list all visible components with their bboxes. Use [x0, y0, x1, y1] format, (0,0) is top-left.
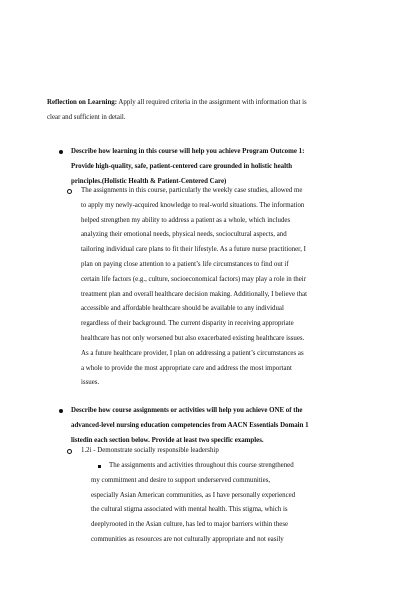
section1-prompt-line: Describe how learning in this course will help you achieve Program Outcome 1: [71, 148, 305, 155]
section1-bullet [59, 150, 63, 154]
section1-answer-bullet [67, 189, 72, 194]
reflection-line-2: clear and sufficient in detail. [47, 113, 126, 121]
section2-prompt-line: listedin each section below. Provide at least two specific examples. [71, 436, 264, 444]
section1-answer-line: helped strengthen my ability to address a patient as a whole, which includes [81, 216, 291, 224]
section2-answer-line: The assignments and activities throughout this course strengthened [109, 462, 294, 469]
section1-prompt-line: Provide high-quality, safe, patient-centered care grounded in holistic health [71, 162, 293, 170]
section1-prompt [71, 145, 367, 189]
section2-prompt [71, 404, 367, 448]
section2-answer-line: communities as resources are not culturally appropriate and not easily [91, 535, 284, 543]
section2-answer-line: my commitment and desire to support underserved communities, [91, 476, 271, 484]
section1-answer-line: As a future healthcare provider, I plan on addressing a patient’s circumstances as [81, 349, 304, 357]
reflection-line-1 [47, 96, 367, 111]
section1-answer-line: treatment plan and overall healthcare decision making. Additionally, I believe that [81, 290, 308, 298]
section1-answer-line: accessible and affordable healthcare should be available to any individual [81, 305, 284, 313]
section2-bullet [59, 409, 63, 413]
section1-answer-line: tailoring individual care plans to fit their lifestyle. As a future nurse practitioner, I [81, 246, 306, 254]
section2-answer-line: deeplyrooted in the Asian culture, has led to major barriers within these [91, 521, 289, 529]
section2-competency-text: 1.2i - Demonstrate socially responsible leadership [81, 447, 219, 454]
section2-answer [91, 459, 367, 548]
section1-answer-line: certain life factors (e.g., culture, socioeconomical factors) may play a role in their [81, 275, 306, 283]
section2-prompt-line: advanced-level nursing education competencies from AACN Essentials Domain 1 [71, 421, 309, 429]
section1-answer-line: a whole to provide the most appropriate care and address the most important [81, 364, 292, 372]
reflection-instruction: Apply all required criteria in the assignment with information that is [118, 99, 307, 106]
section1-answer-line: issues. [81, 379, 100, 387]
section2-prompt-line: Describe how course assignments or activities will help you achieve ONE of the [71, 407, 303, 414]
section1-answer-line: The assignments in this course, particularly the weekly case studies, allowed me [81, 187, 303, 194]
section1-answer-line: plan on paying close attention to a patient’s life circumstances to find out if [81, 260, 289, 268]
section1-answer-line: analyzing their emotional needs, physical needs, sociocultural aspects, and [81, 231, 287, 239]
reflection-heading: Reflection on Learning: [47, 99, 118, 106]
reflection-intro [47, 96, 367, 126]
section1-answer [81, 184, 367, 391]
section2-answer-line: especially Asian American communities, as I have personally experienced [91, 491, 296, 499]
section2-competency [81, 444, 367, 459]
section1-answer-line: to apply my newly-acquired knowledge to real-world situations. The information [81, 201, 305, 209]
section2-answer-line: the cultural stigma associated with mental health. This stigma, which is [91, 506, 288, 514]
section2-competency-bullet [67, 449, 72, 454]
section1-answer-line: healthcare has not only worsened but also exacerbated existing healthcare issues. [81, 334, 305, 342]
section1-answer-line: regardless of their background. The current disparity in receiving appropriate [81, 320, 294, 328]
section1-prompt-line: principles.(Holistic Health & Patient-Centered Care) [71, 177, 227, 185]
